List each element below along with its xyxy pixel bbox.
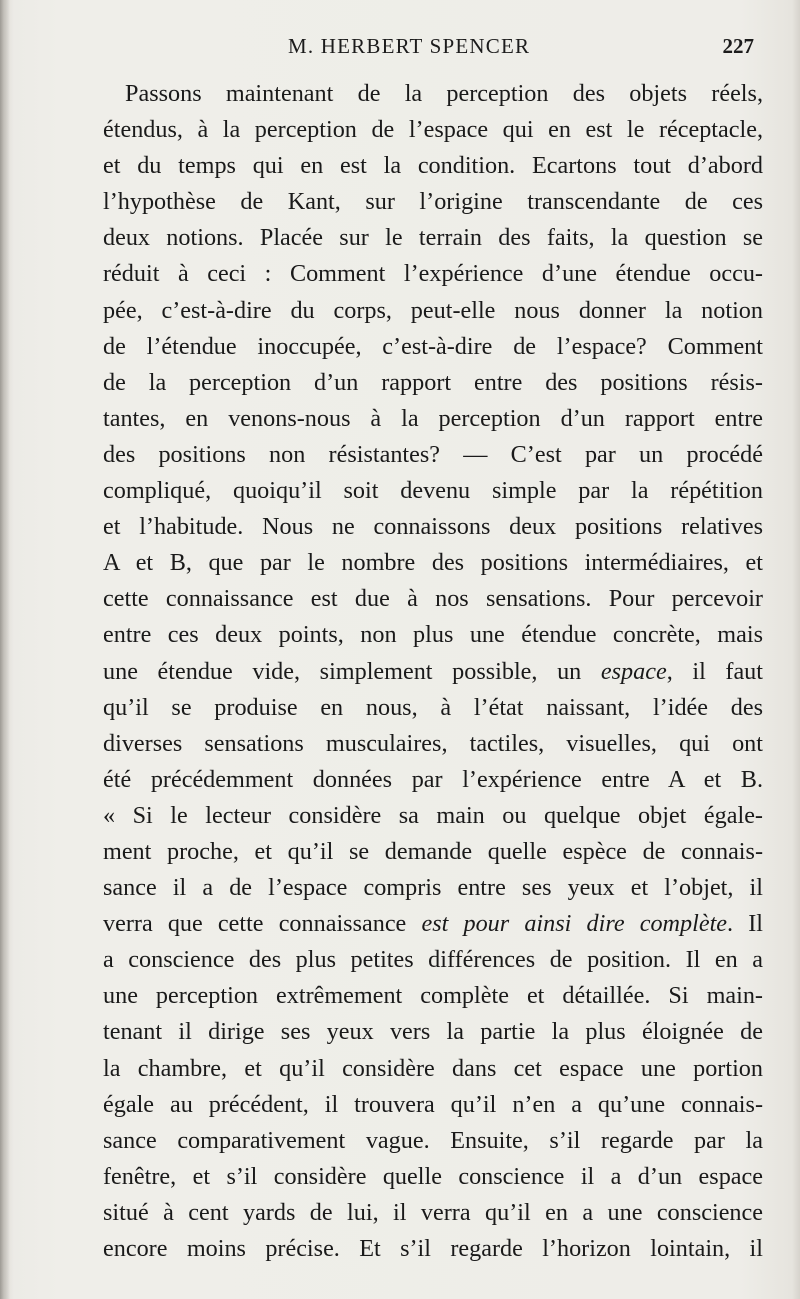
italic-text: est pour ainsi dire complète	[421, 910, 728, 938]
text-segment: . Il	[727, 910, 764, 938]
page-header	[100, 34, 760, 64]
text-line: sance comparativement vague. Ensuite, s’il regarde par la	[103, 1126, 763, 1154]
text-line	[103, 906, 763, 942]
text-line: deux notions. Placée sur le terrain des faits, la question se	[103, 224, 763, 252]
text-line: et l’habitude. Nous ne connaissons deux positions relatives	[103, 513, 763, 541]
text-line: été précédemment données par l’expérience entre A et B.	[103, 765, 763, 793]
text-line: cette connaissance est due à nos sensations. Pour percevoir	[103, 585, 763, 613]
text-line: encore moins précise. Et s’il regarde l’horizon lointain, il	[103, 1235, 763, 1262]
text-line: tenant il dirige ses yeux vers la partie la plus éloignée de	[103, 1018, 763, 1046]
text-line: A et B, que par le nombre des positions intermédiaires, et	[103, 549, 763, 577]
text-line: une perception extrêmement complète et détaillée. Si main-	[103, 982, 763, 1010]
text-line: pée, c’est-à-dire du corps, peut-elle nous donner la notion	[103, 296, 763, 324]
text-line: et du temps qui en est la condition. Ecartons tout d’abord	[103, 152, 763, 180]
text-line: tantes, en venons-nous à la perception d’un rapport entre	[103, 404, 763, 432]
text-line: réduit à ceci : Comment l’expérience d’une étendue occu-	[103, 260, 763, 288]
text-line: Passons maintenant de la perception des objets réels,	[125, 80, 763, 107]
text-line: la chambre, et qu’il considère dans cet espace une portion	[103, 1054, 763, 1082]
text-line: situé à cent yards de lui, il verra qu’il en a une conscience	[103, 1198, 763, 1226]
text-line: sance il a de l’espace compris entre ses yeux et l’objet, il	[103, 874, 763, 902]
text-segment: , il faut	[666, 657, 764, 685]
italic-text: espace	[600, 657, 667, 685]
text-line	[103, 654, 763, 690]
text-line: étendus, à la perception de l’espace qui en est le réceptacle,	[103, 116, 763, 144]
text-line: diverses sensations musculaires, tactiles, visuelles, qui ont	[103, 729, 763, 757]
text-line: fenêtre, et s’il considère quelle conscience il a d’un espace	[103, 1162, 763, 1190]
text-segment: verra que cette connaissance	[103, 910, 422, 938]
text-segment: une étendue vide, simplement possible, un	[103, 657, 601, 685]
text-line: qu’il se produise en nous, à l’état naissant, l’idée des	[103, 693, 763, 721]
text-line: ment proche, et qu’il se demande quelle espèce de connais-	[103, 837, 763, 865]
text-line: entre ces deux points, non plus une étendue concrète, mais	[103, 621, 763, 649]
body-text	[103, 76, 763, 1267]
running-title: M. HERBERT SPENCER	[288, 34, 531, 58]
text-line: égale au précédent, il trouvera qu’il n’en a qu’une connais-	[103, 1090, 763, 1118]
text-line: des positions non résistantes? — C’est par un procédé	[103, 440, 763, 468]
text-line: de la perception d’un rapport entre des positions résis-	[103, 368, 763, 396]
text-line: compliqué, quoiqu’il soit devenu simple par la répétition	[103, 477, 763, 505]
text-line: l’hypothèse de Kant, sur l’origine transcendante de ces	[103, 188, 763, 216]
text-line: « Si le lecteur considère sa main ou quelque objet égale-	[103, 801, 763, 829]
page-number: 227	[722, 34, 754, 58]
text-line: a conscience des plus petites différences de position. Il en a	[103, 946, 763, 974]
page-binding-shadow	[0, 0, 10, 1299]
text-line: de l’étendue inoccupée, c’est-à-dire de l’espace? Comment	[103, 332, 763, 360]
